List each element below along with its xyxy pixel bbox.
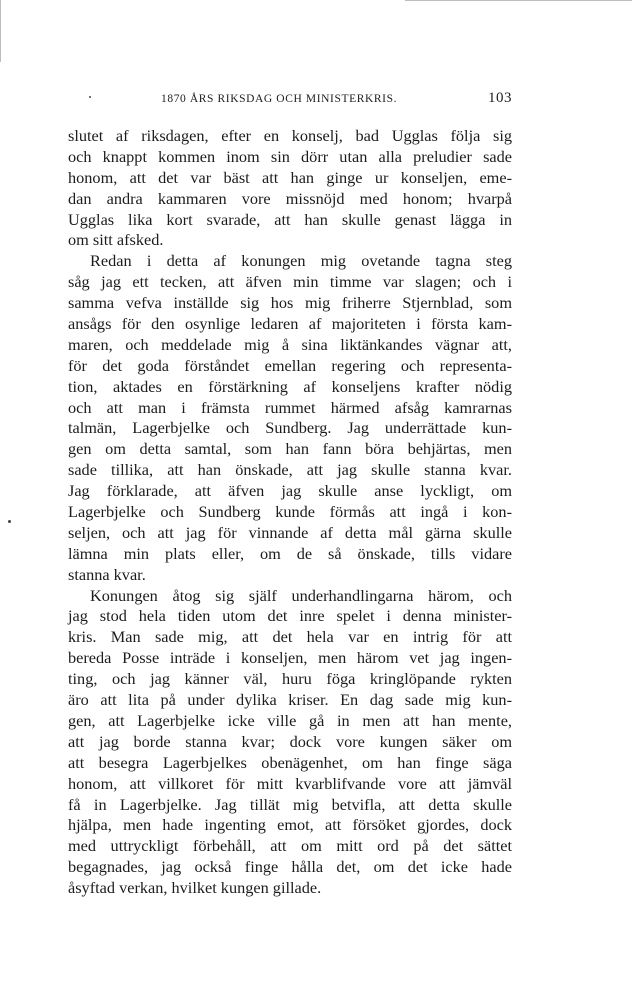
text-line: åsyftad verkan, hvilket kungen gillade. xyxy=(68,878,322,898)
text-line: begagnades, jag också finge hålla det, om det icke hade xyxy=(68,857,512,877)
text-line: sade tillika, att han önskade, att jag skulle stanna kvar. xyxy=(68,460,512,480)
text-line: få in Lagerbjelke. Jag tillät mig betvifla, att detta skulle xyxy=(68,794,512,814)
text-line: lämna min plats eller, om de så önskade, tills vidare xyxy=(68,543,512,563)
text-line: honom, att det var bäst att han ginge ur konseljen, eme- xyxy=(68,167,512,187)
text-line: slutet af riksdagen, efter en konselj, bad Ugglas följa sig xyxy=(68,126,512,145)
text-line: och att man i främsta rummet härmed afsåg kamrarnas xyxy=(68,397,512,417)
text-line: Ugglas lika kort svarade, att han skulle genast lägga in xyxy=(68,209,512,229)
text-line: honom, att villkoret för mitt kvarblifvande vore att jämväl xyxy=(68,773,512,793)
text-line: ting, och jag känner väl, huru föga kringlöpande rykten xyxy=(68,669,512,689)
text-line: Konungen åtog sig själf underhandlingarna härom, och xyxy=(90,585,512,605)
text-line: med uttryckligt förbehåll, att om mitt ord på det sättet xyxy=(68,836,512,856)
text-line: stanna kvar. xyxy=(68,564,146,584)
text-line: tion, aktades en förstärkning af konseljens krafter nödig xyxy=(68,376,512,396)
scan-edge-top xyxy=(405,0,632,1)
page-number: 103 xyxy=(488,90,512,106)
page-header xyxy=(68,90,512,112)
text-line: maren, och meddelade mig å sina liktänkandes vägnar att, xyxy=(68,334,512,354)
text-line: hjälpa, men hade ingenting emot, att försöket gjordes, dock xyxy=(68,815,512,835)
scan-edge-left xyxy=(0,0,1,62)
text-line: Jag förklarade, att äfven jag skulle anse lyckligt, om xyxy=(68,481,512,501)
text-line: bereda Posse inträde i konseljen, men härom vet jag ingen- xyxy=(68,648,512,668)
text-line: och knappt kommen inom sin dörr utan alla preludier sade xyxy=(68,146,512,166)
text-line: ansågs för den osynlige ledaren af majoriteten i första kam- xyxy=(68,314,512,334)
text-line: att jag borde stanna kvar; dock vore kungen säker om xyxy=(68,731,512,751)
text-line: samma vefva inställde sig hos mig friherre Stjernblad, som xyxy=(68,293,512,313)
text-line: att besegra Lagerbjelkes obenägenhet, om han finge säga xyxy=(68,752,512,772)
scan-speck xyxy=(8,520,11,523)
text-line: för det goda förståndet emellan regering och representa- xyxy=(68,355,512,375)
text-line: om sitt afsked. xyxy=(68,230,164,250)
text-line: Lagerbjelke och Sundberg kunde förmås att ingå i kon- xyxy=(68,502,512,522)
text-line: gen om detta samtal, som han fann böra behjärtas, men xyxy=(68,439,512,459)
text-line: dan andra kammaren vore missnöjd med honom; hvarpå xyxy=(68,188,512,208)
scan-speck xyxy=(89,96,91,98)
text-line: seljen, och att jag för vinnande af detta mål gärna skulle xyxy=(68,522,512,542)
text-line: kris. Man sade mig, att det hela var en intrig för att xyxy=(68,627,512,647)
running-title: 1870 ÅRS RIKSDAG OCH MINISTERKRIS. xyxy=(161,93,398,105)
text-line: gen, att Lagerbjelke icke ville gå in men att han mente, xyxy=(68,710,512,730)
body-text xyxy=(68,126,512,899)
text-line: talmän, Lagerbjelke och Sundberg. Jag underrättade kun- xyxy=(68,418,512,438)
text-line: Redan i detta af konungen mig ovetande tagna steg xyxy=(90,251,512,271)
text-line: äro att lita på under dylika kriser. En dag sade mig kun- xyxy=(68,690,512,710)
text-line: såg jag ett tecken, att äfven min timme var slagen; och i xyxy=(68,272,512,292)
text-line: jag stod hela tiden utom det inre spelet i denna minister- xyxy=(68,606,512,626)
